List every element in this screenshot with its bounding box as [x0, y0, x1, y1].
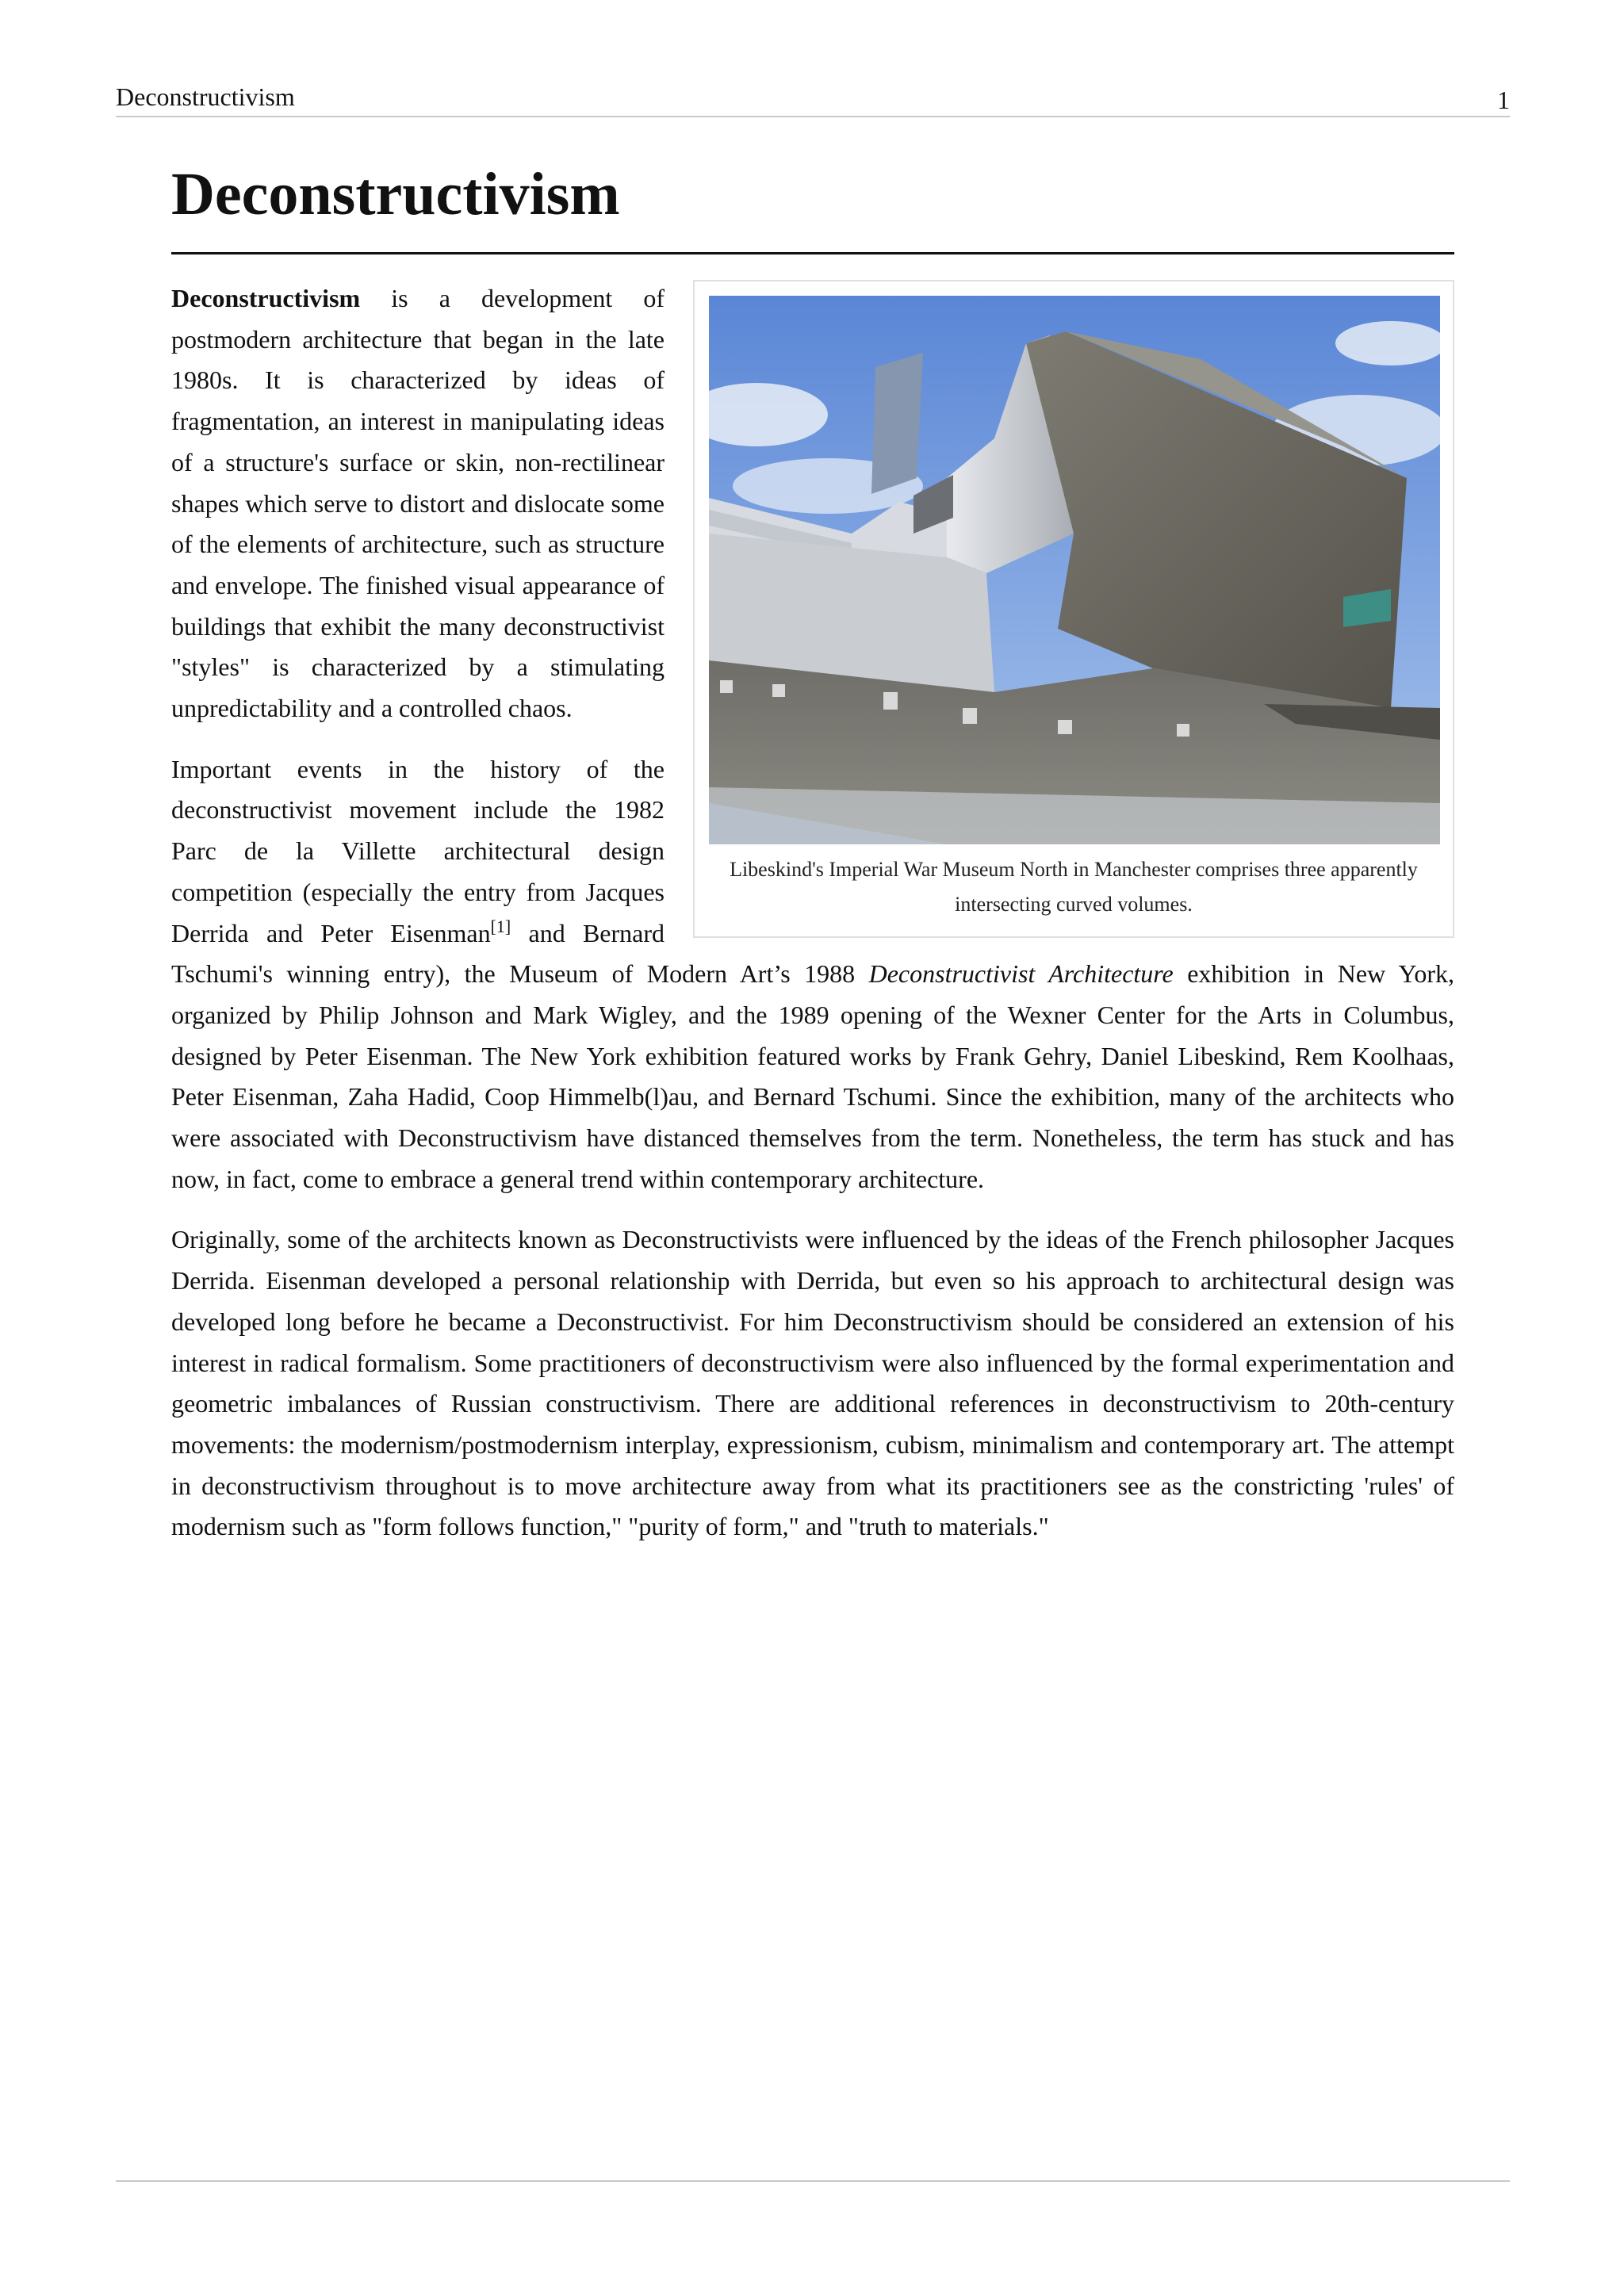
article-body [171, 278, 1454, 1548]
running-header [116, 79, 1510, 117]
page-number: 1 [1497, 86, 1510, 114]
running-header-title: Deconstructivism [116, 82, 295, 111]
figure [693, 280, 1454, 938]
page-title: Deconstructivism [171, 151, 1454, 254]
lead-term: Deconstructivism [171, 284, 361, 312]
reference-link[interactable]: [1] [490, 916, 511, 936]
paragraph-history-text-a: Important events in the history of the deconstructivist movement include the 1982 Parc de la Villette architectural design competition (especially the entry from Jacques Derrida and Peter Eisenman [171, 754, 665, 947]
paragraph-influences: Originally, some of the architects known as Deconstructivists were influenced by the ideas of the French philosopher Jacques Derrida. Eisenman developed a personal relationship with Derrida, but even so his approach to architectural design was developed long before he became a Deconstructivist. For him Deconstructivism should be considered an extension of his interest in radical formalism. Some practitioners of deconstructivism were also influenced by the formal experimentation and geometric imbalances of Russian constructivism. There are additional references in deconstructivism to 20th-century movements: the modernism/postmodernism interplay, expressionism, cubism, minimalism and contemporary art. The attempt in deconstructivism throughout is to move architecture away from what its practitioners see as the constricting 'rules' of modernism such as "form follows function," "purity of form," and "truth to materials." [171, 1225, 1454, 1541]
paragraph-history-text-b: and Bernard Tschumi's winning entry), the Museum of Modern Art’s 1988 [171, 918, 869, 989]
paragraph-intro-text: is a development of postmodern architecture that began in the late 1980s. It is characterized by ideas of fragmentation, an interest in manipulating ideas of a structure's surface or skin, non-rectilinear shapes which serve to distort and dislocate some of the elements of architecture, such as structure and envelope. The finished visual appearance of buildings that exhibit the many deconstructivist "styles" is characterized by a stimulating unpredictability and a controlled chaos. [171, 284, 665, 723]
figure-caption: Libeskind's Imperial War Museum North in Manchester comprises three apparently intersecting curved volumes. [730, 858, 1418, 916]
exhibition-title: Deconstructivist Architecture [868, 959, 1174, 989]
museum-photo [709, 296, 1440, 844]
article [171, 151, 1454, 1567]
paragraph-history-text-c: exhibition in New York, organized by Philip Johnson and Mark Wigley, and the 1989 opening of the Wexner Center for the Arts in Columbus, designed by Peter Eisenman. The New York exhibition featured works by Frank Gehry, Daniel Libeskind, Rem Koolhaas, Peter Eisenman, Zaha Hadid, Coop Himmelb(l)au, and Bernard Tschumi. Since the exhibition, many of the architects who were associated with Deconstructivism have distanced themselves from the term. Nonetheless, the term has stuck and has now, in fact, come to embrace a general trend within contemporary architecture. [171, 959, 1455, 1193]
footer-rule [116, 2180, 1510, 2182]
